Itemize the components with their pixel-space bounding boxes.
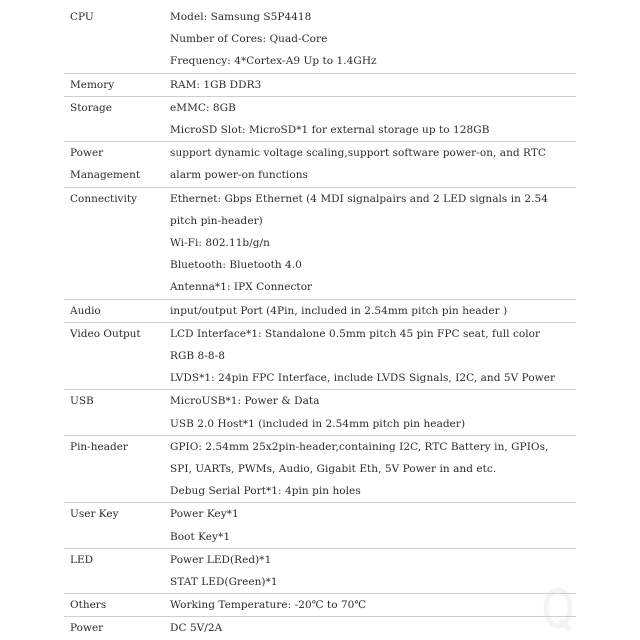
spec-values bbox=[170, 97, 576, 141]
spec-label: Video Output bbox=[70, 327, 141, 340]
spec-value: LCD Interface*1: Standalone 0.5mm pitch 45 pin FPC seat, full color bbox=[170, 327, 541, 340]
spec-table bbox=[64, 6, 576, 640]
spec-value: USB 2.0 Host*1 (included in 2.54mm pitch pin header) bbox=[170, 417, 466, 430]
spec-value: Frequency: 4*Cortex-A9 Up to 1.4GHz bbox=[170, 55, 377, 68]
spec-label: CPU bbox=[70, 11, 94, 23]
spec-row bbox=[64, 6, 576, 74]
spec-value: LVDS*1: 24pin FPC Interface, include LVDS Signals, I2C, and 5V Power bbox=[170, 372, 556, 385]
spec-values bbox=[170, 142, 576, 186]
spec-label: Others bbox=[70, 599, 107, 612]
spec-values bbox=[170, 390, 576, 434]
spec-value: Wi-Fi: 802.11b/g/n bbox=[170, 237, 270, 250]
spec-value: Boot Key*1 bbox=[170, 530, 231, 543]
spec-value: eMMC: 8GB bbox=[170, 101, 236, 114]
spec-value: support dynamic voltage scaling,support software power-on, and RTC bbox=[170, 147, 546, 160]
spec-label: Audio bbox=[70, 304, 101, 317]
spec-label: User Key bbox=[70, 508, 119, 521]
spec-row bbox=[64, 503, 576, 548]
spec-label: Connectivity bbox=[70, 192, 137, 205]
spec-value: pitch pin-header) bbox=[170, 214, 263, 227]
spec-values bbox=[170, 594, 576, 616]
spec-values bbox=[170, 617, 576, 639]
spec-value: Number of Cores: Quad-Core bbox=[170, 33, 328, 46]
watermark-logo bbox=[540, 586, 576, 632]
spec-label: USB bbox=[70, 395, 94, 408]
spec-row bbox=[64, 97, 576, 142]
spec-label: LED bbox=[70, 553, 94, 566]
spec-value: GPIO: 2.54mm 25x2pin-header,containing I2C, RTC Battery in, GPIOs, bbox=[170, 440, 549, 453]
spec-values bbox=[170, 503, 576, 547]
spec-row bbox=[64, 617, 576, 639]
spec-value: Debug Serial Port*1: 4pin pin holes bbox=[170, 485, 361, 498]
spec-values bbox=[170, 188, 576, 299]
spec-value: input/output Port (4Pin, included in 2.54mm pitch pin header ) bbox=[170, 304, 508, 317]
spec-label: Power bbox=[70, 622, 104, 635]
spec-value: DC 5V/2A bbox=[170, 622, 223, 635]
spec-value: STAT LED(Green)*1 bbox=[170, 576, 278, 589]
spec-value: RAM: 1GB DDR3 bbox=[170, 78, 262, 91]
spec-values bbox=[170, 436, 576, 503]
spec-value: MicroSD Slot: MicroSD*1 for external storage up to 128GB bbox=[170, 124, 490, 137]
spec-values bbox=[170, 300, 576, 322]
spec-value: Model: Samsung S5P4418 bbox=[170, 11, 312, 23]
spec-label: Memory bbox=[70, 78, 115, 91]
spec-row bbox=[64, 390, 576, 435]
spec-value: Bluetooth: Bluetooth 4.0 bbox=[170, 259, 302, 272]
spec-values bbox=[170, 6, 576, 73]
spec-label: Storage bbox=[70, 101, 112, 114]
spec-values bbox=[170, 549, 576, 593]
spec-value: Power Key*1 bbox=[170, 508, 239, 521]
spec-value: alarm power-on functions bbox=[170, 169, 308, 182]
spec-row bbox=[64, 142, 576, 187]
spec-row bbox=[64, 323, 576, 391]
spec-value: Ethernet: Gbps Ethernet (4 MDI signalpairs and 2 LED signals in 2.54 bbox=[170, 192, 548, 205]
spec-values bbox=[170, 323, 576, 390]
spec-value: RGB 8-8-8 bbox=[170, 350, 225, 363]
spec-row bbox=[64, 436, 576, 504]
spec-value: Working Temperature: -20℃ to 70℃ bbox=[170, 599, 367, 612]
spec-value: Antenna*1: IPX Connector bbox=[170, 281, 313, 294]
spec-row bbox=[64, 300, 576, 323]
spec-label: Pin-header bbox=[70, 440, 128, 453]
spec-value: MicroUSB*1: Power & Data bbox=[170, 395, 320, 408]
spec-value: SPI, UARTs, PWMs, Audio, Gigabit Eth, 5V Power in and etc. bbox=[170, 463, 497, 476]
spec-row bbox=[64, 594, 576, 617]
spec-row bbox=[64, 188, 576, 300]
spec-values bbox=[170, 74, 576, 96]
spec-row bbox=[64, 549, 576, 594]
spec-row bbox=[64, 74, 576, 97]
spec-value: Power LED(Red)*1 bbox=[170, 553, 272, 566]
spec-label: Power Management bbox=[70, 147, 141, 182]
